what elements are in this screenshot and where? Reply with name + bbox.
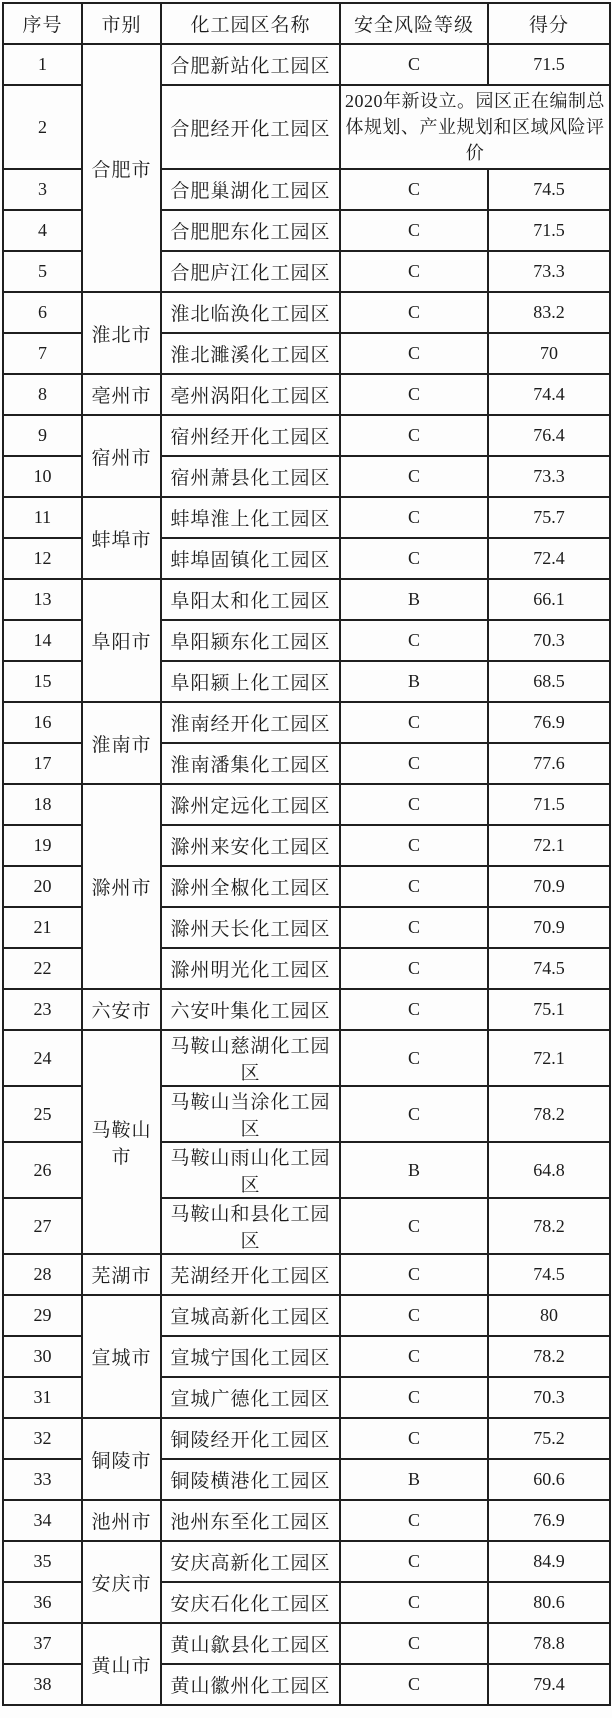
risk-level-cell: C <box>340 456 488 497</box>
risk-level-cell: C <box>340 1377 488 1418</box>
column-header-risk-level: 安全风险等级 <box>340 3 488 44</box>
risk-level-cell: C <box>340 1418 488 1459</box>
park-name-cell: 马鞍山当涂化工园区 <box>161 1086 340 1142</box>
risk-level-cell: C <box>340 415 488 456</box>
score-cell: 75.2 <box>488 1418 610 1459</box>
serial-cell: 2 <box>3 85 82 169</box>
table-body <box>3 44 610 1705</box>
table-row <box>3 1623 610 1664</box>
city-cell: 合肥市 <box>82 44 161 292</box>
risk-level-cell: C <box>340 1336 488 1377</box>
score-cell: 78.2 <box>488 1336 610 1377</box>
score-cell: 74.5 <box>488 169 610 210</box>
score-cell: 70 <box>488 333 610 374</box>
city-cell: 蚌埠市 <box>82 497 161 579</box>
score-cell: 78.8 <box>488 1623 610 1664</box>
table-row <box>3 1541 610 1582</box>
park-name-cell: 铜陵横港化工园区 <box>161 1459 340 1500</box>
table-row <box>3 579 610 620</box>
serial-cell: 14 <box>3 620 82 661</box>
column-header-park-name: 化工园区名称 <box>161 3 340 44</box>
table-row <box>3 1418 610 1459</box>
serial-cell: 26 <box>3 1142 82 1198</box>
serial-cell: 1 <box>3 44 82 85</box>
table-row <box>3 1254 610 1295</box>
risk-level-cell: B <box>340 1142 488 1198</box>
risk-level-cell: C <box>340 1254 488 1295</box>
note-cell: 2020年新设立。园区正在编制总体规划、产业规划和区域风险评价 <box>340 85 610 169</box>
serial-cell: 24 <box>3 1030 82 1086</box>
park-name-cell: 安庆高新化工园区 <box>161 1541 340 1582</box>
serial-cell: 36 <box>3 1582 82 1623</box>
score-cell: 68.5 <box>488 661 610 702</box>
score-cell: 80.6 <box>488 1582 610 1623</box>
score-cell: 70.9 <box>488 907 610 948</box>
score-cell: 70.9 <box>488 866 610 907</box>
serial-cell: 3 <box>3 169 82 210</box>
park-name-cell: 蚌埠淮上化工园区 <box>161 497 340 538</box>
score-cell: 77.6 <box>488 743 610 784</box>
risk-level-cell: B <box>340 661 488 702</box>
score-cell: 66.1 <box>488 579 610 620</box>
table-row <box>3 292 610 333</box>
header-row <box>3 3 610 44</box>
risk-level-cell: C <box>340 1295 488 1336</box>
serial-cell: 34 <box>3 1500 82 1541</box>
serial-cell: 18 <box>3 784 82 825</box>
chemical-park-risk-table <box>2 2 611 1706</box>
city-cell: 六安市 <box>82 989 161 1030</box>
score-cell: 83.2 <box>488 292 610 333</box>
park-name-cell: 合肥肥东化工园区 <box>161 210 340 251</box>
city-cell: 阜阳市 <box>82 579 161 702</box>
park-name-cell: 滁州全椒化工园区 <box>161 866 340 907</box>
park-name-cell: 宣城宁国化工园区 <box>161 1336 340 1377</box>
park-name-cell: 阜阳颍东化工园区 <box>161 620 340 661</box>
serial-cell: 6 <box>3 292 82 333</box>
risk-level-cell: C <box>340 743 488 784</box>
risk-level-cell: C <box>340 1664 488 1705</box>
serial-cell: 12 <box>3 538 82 579</box>
risk-level-cell: C <box>340 1541 488 1582</box>
serial-cell: 11 <box>3 497 82 538</box>
park-name-cell: 合肥经开化工园区 <box>161 85 340 169</box>
score-cell: 80 <box>488 1295 610 1336</box>
score-cell: 70.3 <box>488 1377 610 1418</box>
park-name-cell: 淮南潘集化工园区 <box>161 743 340 784</box>
risk-level-cell: C <box>340 1623 488 1664</box>
risk-level-cell: C <box>340 989 488 1030</box>
table-row <box>3 989 610 1030</box>
risk-level-cell: C <box>340 374 488 415</box>
park-name-cell: 淮南经开化工园区 <box>161 702 340 743</box>
park-name-cell: 六安叶集化工园区 <box>161 989 340 1030</box>
park-name-cell: 马鞍山和县化工园区 <box>161 1198 340 1254</box>
score-cell: 60.6 <box>488 1459 610 1500</box>
risk-level-cell: C <box>340 1500 488 1541</box>
park-name-cell: 合肥庐江化工园区 <box>161 251 340 292</box>
city-cell: 淮南市 <box>82 702 161 784</box>
city-cell: 亳州市 <box>82 374 161 415</box>
serial-cell: 25 <box>3 1086 82 1142</box>
score-cell: 74.5 <box>488 948 610 989</box>
score-cell: 71.5 <box>488 210 610 251</box>
serial-cell: 8 <box>3 374 82 415</box>
park-name-cell: 合肥巢湖化工园区 <box>161 169 340 210</box>
score-cell: 70.3 <box>488 620 610 661</box>
serial-cell: 19 <box>3 825 82 866</box>
park-name-cell: 亳州涡阳化工园区 <box>161 374 340 415</box>
risk-level-cell: C <box>340 251 488 292</box>
score-cell: 76.4 <box>488 415 610 456</box>
risk-level-cell: C <box>340 825 488 866</box>
park-name-cell: 淮北濉溪化工园区 <box>161 333 340 374</box>
score-cell: 71.5 <box>488 784 610 825</box>
risk-level-cell: C <box>340 620 488 661</box>
city-cell: 池州市 <box>82 1500 161 1541</box>
score-cell: 75.1 <box>488 989 610 1030</box>
table-row <box>3 374 610 415</box>
serial-cell: 7 <box>3 333 82 374</box>
serial-cell: 16 <box>3 702 82 743</box>
park-name-cell: 阜阳颍上化工园区 <box>161 661 340 702</box>
city-cell: 淮北市 <box>82 292 161 374</box>
risk-level-cell: C <box>340 1086 488 1142</box>
risk-level-cell: C <box>340 169 488 210</box>
city-cell: 黄山市 <box>82 1623 161 1705</box>
score-cell: 72.1 <box>488 1030 610 1086</box>
table-row <box>3 1500 610 1541</box>
risk-level-cell: C <box>340 538 488 579</box>
column-header-city: 市别 <box>82 3 161 44</box>
park-name-cell: 宿州萧县化工园区 <box>161 456 340 497</box>
park-name-cell: 宣城高新化工园区 <box>161 1295 340 1336</box>
park-name-cell: 蚌埠固镇化工园区 <box>161 538 340 579</box>
table-row <box>3 44 610 85</box>
park-name-cell: 宣城广德化工园区 <box>161 1377 340 1418</box>
park-name-cell: 安庆石化化工园区 <box>161 1582 340 1623</box>
serial-cell: 27 <box>3 1198 82 1254</box>
score-cell: 74.5 <box>488 1254 610 1295</box>
serial-cell: 9 <box>3 415 82 456</box>
serial-cell: 13 <box>3 579 82 620</box>
serial-cell: 10 <box>3 456 82 497</box>
serial-cell: 28 <box>3 1254 82 1295</box>
serial-cell: 22 <box>3 948 82 989</box>
serial-cell: 4 <box>3 210 82 251</box>
park-name-cell: 阜阳太和化工园区 <box>161 579 340 620</box>
risk-level-cell: C <box>340 907 488 948</box>
table-row <box>3 1030 610 1086</box>
score-cell: 75.7 <box>488 497 610 538</box>
score-cell: 72.1 <box>488 825 610 866</box>
risk-level-cell: C <box>340 44 488 85</box>
table-row <box>3 497 610 538</box>
serial-cell: 30 <box>3 1336 82 1377</box>
risk-level-cell: C <box>340 948 488 989</box>
park-name-cell: 马鞍山慈湖化工园区 <box>161 1030 340 1086</box>
score-cell: 73.3 <box>488 251 610 292</box>
score-cell: 76.9 <box>488 702 610 743</box>
park-name-cell: 淮北临涣化工园区 <box>161 292 340 333</box>
score-cell: 79.4 <box>488 1664 610 1705</box>
score-cell: 73.3 <box>488 456 610 497</box>
park-name-cell: 芜湖经开化工园区 <box>161 1254 340 1295</box>
score-cell: 74.4 <box>488 374 610 415</box>
serial-cell: 37 <box>3 1623 82 1664</box>
park-name-cell: 滁州定远化工园区 <box>161 784 340 825</box>
city-cell: 马鞍山市 <box>82 1030 161 1254</box>
park-name-cell: 滁州明光化工园区 <box>161 948 340 989</box>
park-name-cell: 滁州天长化工园区 <box>161 907 340 948</box>
risk-level-cell: C <box>340 784 488 825</box>
risk-level-cell: C <box>340 333 488 374</box>
city-cell: 宣城市 <box>82 1295 161 1418</box>
park-name-cell: 滁州来安化工园区 <box>161 825 340 866</box>
serial-cell: 23 <box>3 989 82 1030</box>
serial-cell: 31 <box>3 1377 82 1418</box>
risk-level-cell: C <box>340 210 488 251</box>
serial-cell: 35 <box>3 1541 82 1582</box>
park-name-cell: 铜陵经开化工园区 <box>161 1418 340 1459</box>
risk-level-cell: C <box>340 866 488 907</box>
serial-cell: 20 <box>3 866 82 907</box>
score-cell: 78.2 <box>488 1198 610 1254</box>
city-cell: 滁州市 <box>82 784 161 989</box>
serial-cell: 21 <box>3 907 82 948</box>
serial-cell: 38 <box>3 1664 82 1705</box>
table-row <box>3 1295 610 1336</box>
park-name-cell: 黄山歙县化工园区 <box>161 1623 340 1664</box>
serial-cell: 15 <box>3 661 82 702</box>
table-row <box>3 415 610 456</box>
table-header <box>3 3 610 44</box>
table-row <box>3 784 610 825</box>
risk-level-cell: B <box>340 1459 488 1500</box>
risk-level-cell: C <box>340 497 488 538</box>
score-cell: 84.9 <box>488 1541 610 1582</box>
city-cell: 安庆市 <box>82 1541 161 1623</box>
park-name-cell: 宿州经开化工园区 <box>161 415 340 456</box>
park-name-cell: 黄山徽州化工园区 <box>161 1664 340 1705</box>
score-cell: 71.5 <box>488 44 610 85</box>
column-header-serial: 序号 <box>3 3 82 44</box>
column-header-score: 得分 <box>488 3 610 44</box>
serial-cell: 17 <box>3 743 82 784</box>
risk-level-cell: C <box>340 1198 488 1254</box>
risk-level-cell: C <box>340 702 488 743</box>
serial-cell: 29 <box>3 1295 82 1336</box>
serial-cell: 32 <box>3 1418 82 1459</box>
score-cell: 78.2 <box>488 1086 610 1142</box>
risk-level-cell: C <box>340 292 488 333</box>
park-name-cell: 马鞍山雨山化工园区 <box>161 1142 340 1198</box>
city-cell: 芜湖市 <box>82 1254 161 1295</box>
table-row <box>3 702 610 743</box>
serial-cell: 33 <box>3 1459 82 1500</box>
risk-level-cell: C <box>340 1582 488 1623</box>
score-cell: 76.9 <box>488 1500 610 1541</box>
park-name-cell: 合肥新站化工园区 <box>161 44 340 85</box>
risk-level-cell: C <box>340 1030 488 1086</box>
park-name-cell: 池州东至化工园区 <box>161 1500 340 1541</box>
serial-cell: 5 <box>3 251 82 292</box>
city-cell: 宿州市 <box>82 415 161 497</box>
score-cell: 72.4 <box>488 538 610 579</box>
risk-level-cell: B <box>340 579 488 620</box>
score-cell: 64.8 <box>488 1142 610 1198</box>
city-cell: 铜陵市 <box>82 1418 161 1500</box>
